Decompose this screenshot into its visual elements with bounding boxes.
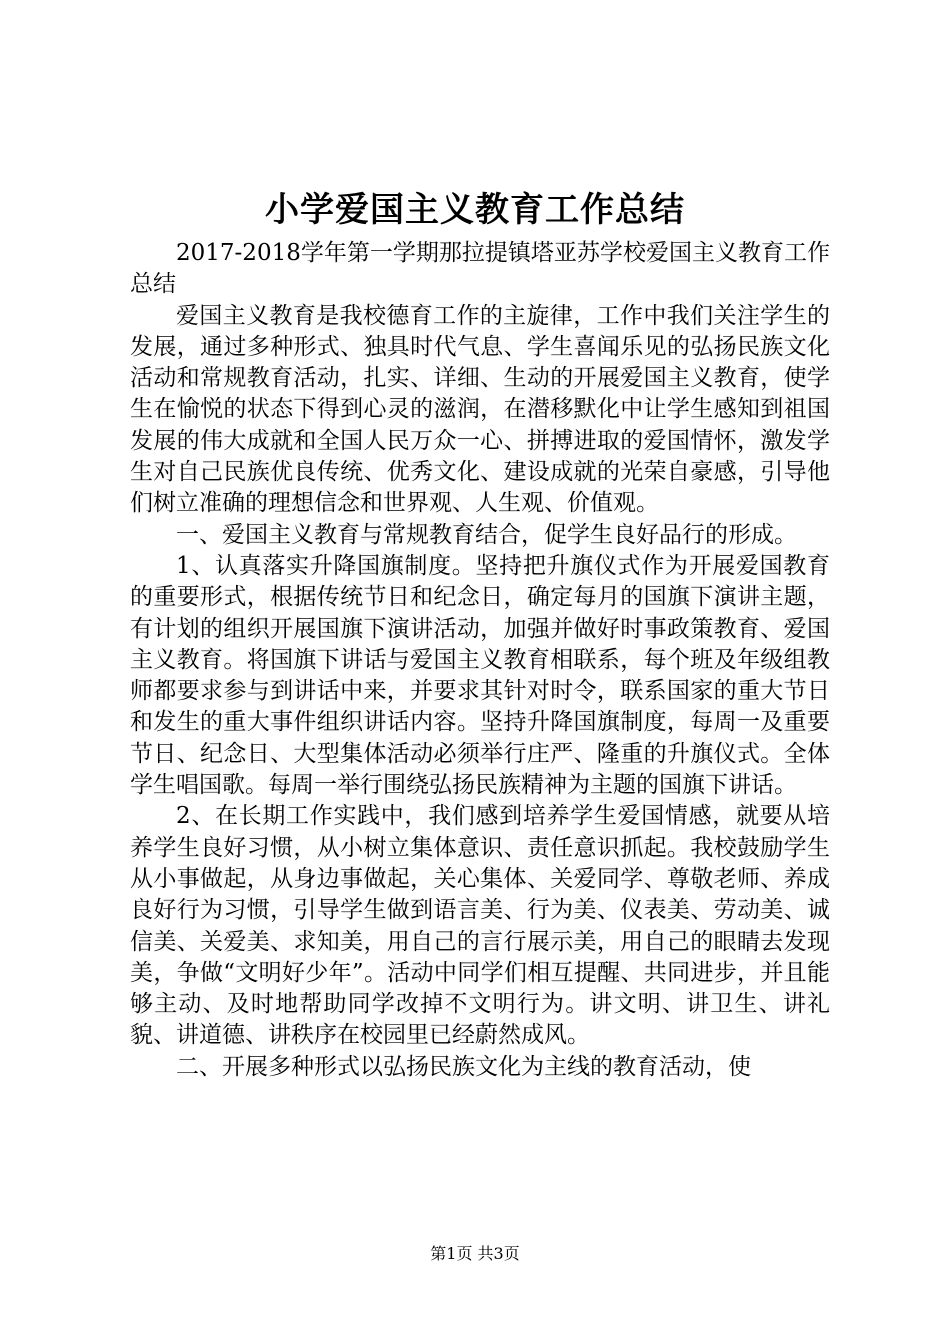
paragraph-subtitle: 2017-2018学年第一学期那拉提镇塔亚苏学校爱国主义教育工作总结 bbox=[130, 240, 830, 298]
paragraph-item-1: 1、认真落实升降国旗制度。坚持把升旗仪式作为开展爱国教育的重要形式，根据传统节日和纪念日，确定每月的国旗下演讲主题，有计划的组织开展国旗下演讲活动，加强并做好时事政策教育、爱国主义教育。将国旗下讲话与爱国主义教育相联系，每个班及年级组教师都要求参与到讲话中来，并要求其针对时令，联系国家的重大节日和发生的重大事件组织讲话内容。坚持升降国旗制度，每周一及重要节日、纪念日、大型集体活动必须举行庄严、隆重的升旗仪式。全体学生唱国歌。每周一举行围绕弘扬民族精神为主题的国旗下讲话。 bbox=[130, 552, 830, 799]
page-footer: 第1页 共3页 bbox=[430, 1244, 520, 1263]
section-heading-2: 二、开展多种形式以弘扬民族文化为主线的教育活动，使 bbox=[176, 1053, 751, 1080]
paragraph-intro: 爱国主义教育是我校德育工作的主旋律，工作中我们关注学生的发展，通过多种形式、独具时代气息、学生喜闻乐见的弘扬民族文化活动和常规教育活动，扎实、详细、生动的开展爱国主义教育，使学生在愉悦的状态下得到心灵的滋润，在潜移默化中让学生感知到祖国发展的伟大成就和全国人民万众一心、拼搏进取的爱国情怀，激发学生对自己民族优良传统、优秀文化、建设成就的光荣自豪感，引导他们树立准确的理想信念和世界观、人生观、价值观。 bbox=[130, 302, 830, 517]
document-title: 小学爱国主义教育工作总结 bbox=[265, 190, 685, 230]
section-heading-1: 一、爱国主义教育与常规教育结合，促学生良好品行的形成。 bbox=[176, 521, 797, 548]
document-body bbox=[130, 238, 830, 1083]
paragraph-item-2: 2、在长期工作实践中，我们感到培养学生爱国情感，就要从培养学生良好习惯，从小树立集体意识、责任意识抓起。我校鼓励学生从小事做起，从身边事做起，关心集体、关爱同学、尊敬老师、养成良好行为习惯，引导学生做到语言美、行为美、仪表美、劳动美、诚信美、关爱美、求知美，用自己的言行展示美，用自己的眼睛去发现美，争做“文明好少年”。活动中同学们相互提醒、共同进步，并且能够主动、及时地帮助同学改掉不文明行为。讲文明、讲卫生、讲礼貌、讲道德、讲秩序在校园里已经蔚然成风。 bbox=[130, 803, 830, 1049]
